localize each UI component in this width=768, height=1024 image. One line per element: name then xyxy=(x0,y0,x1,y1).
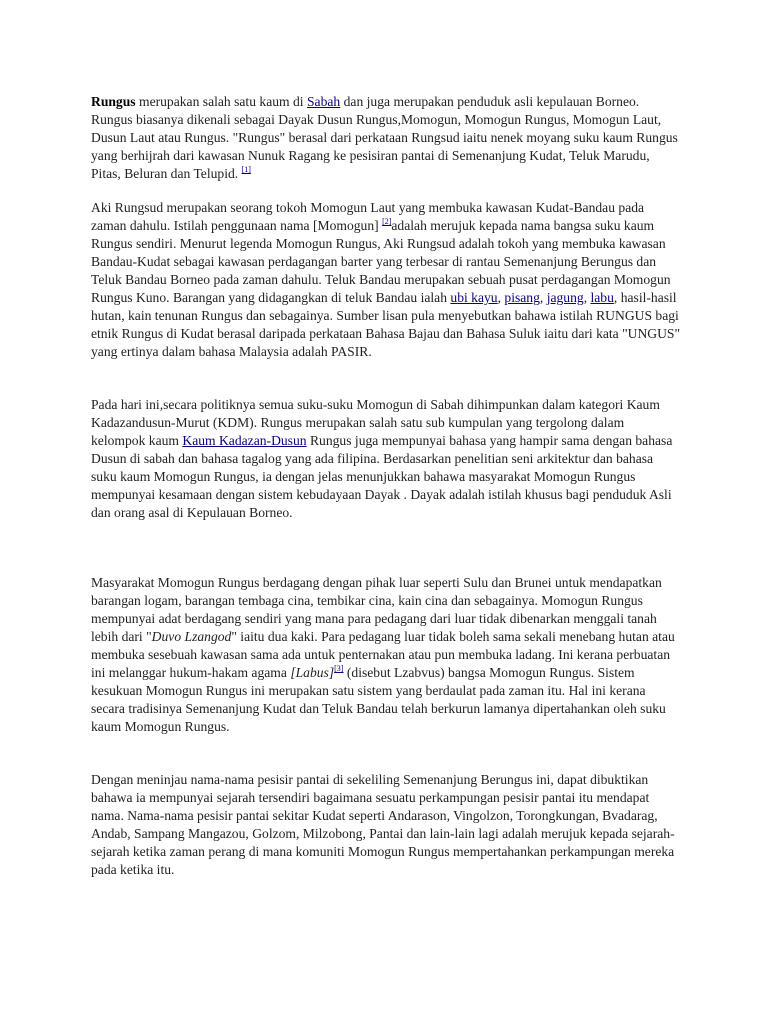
text-span: (disebut Lzabvus) bangsa Momogun Rungus. Sistem kesukuan Momogun Rungus ini merupakan satu sistem yang berdaulat pada zaman itu. Hal ini kerana secara tradisinya Semenanjung Kudat dan Teluk Bandau telah berkurun lamanya dipertahankan oleh suku kaum Momogun Rungus. xyxy=(91,665,666,734)
link-pisang[interactable]: pisang xyxy=(504,290,540,305)
ref-3-link[interactable]: [3] xyxy=(334,664,344,673)
text-span: Pada hari ini,secara politiknya semua suku-suku Momogun di Sabah dihimpunkan dalam kategori Kaum Kadazandusun-Murut (KDM). Rungus merupakan salah satu sub kumpulan yang tergolong dalam kelompok kaum xyxy=(91,397,660,448)
paragraph-trade xyxy=(91,574,681,736)
text-span: adalah merujuk kepada nama bangsa suku kaum Rungus sendiri. Menurut legenda Momogun Rungus, Aki Rungsud adalah tokoh yang membuka kawasan Bandau-Kudat sebagai kawasan perdagangan barter yang terbesar di rantau Semenanjung Berungus dan Teluk Bandau Borneo pada zaman dahulu. Teluk Bandau merupakan sebuah pusat perdagangan Momogun Rungus Kuno. Barangan yang didagangkan di teluk Bandau ialah xyxy=(91,218,671,305)
text-span: dan juga merupakan penduduk asli kepulauan Borneo. Rungus biasanya dikenali sebagai Dayak Dusun Rungus,Momogun, Momogun Rungus, Momogun Laut, Dusun Laut atau Rungus. "Rungus" berasal dari perkataan Rungsud iaitu nenek moyang suku kaum Rungus yang berhijrah dari kawasan Nunuk Ragang ke pesisiran pantai di Semenanjung Kudat, Teluk Marudu, Pitas, Beluran dan Telupid. xyxy=(91,94,678,181)
text-span: , xyxy=(583,290,591,305)
ref-2-link[interactable]: [2] xyxy=(382,217,392,226)
text-span: , xyxy=(497,290,505,305)
text-span: " iaitu dua kaki. Para pedagang luar tidak boleh sama sekali menebang hutan atau membuka sesebuah kawasan sama ada untuk penternakan atau pun membuka ladang. Ini kerana perbuatan ini melanggar hukum-hakam agama xyxy=(91,629,675,680)
ref-2[interactable] xyxy=(382,217,391,226)
text-span: Dengan meninjau nama-nama pesisir pantai di sekeliling Semenanjung Berungus ini, dapat dibuktikan bahawa ia mempunyai sejarah tersendiri bagaimana sesuatu perkampungan pesisir pantai itu mendapat nama. Nama-nama pesisir pantai sekitar Kudat seperti Andarason, Vingolzon, Torongkungan, Bvadarag, Andab, Sampang Mangazou, Golzom, Milzobong, Pantai dan lain-lain lagi adalah merujuk kepada sejarah-sejarah ketika zaman perang di mana komuniti Momogun Rungus mempertahankan perkampungan mereka pada ketika itu. xyxy=(91,772,675,877)
text-span: Rungus juga mempunyai bahasa yang hampir sama dengan bahasa Dusun di sabah dan bahasa tagalog yang ada filipina. Berdasarkan penelitian seni arkitektur dan bahasa suku kaum Momogun Rungus, ia dengan jelas menunjukkan bahawa masyarakat Momogun Rungus mempunyai kesamaan dengan sistem kebudayaan Dayak . Dayak adalah istilah khusus bagi penduduk Asli dan orang asal di Kepulauan Borneo. xyxy=(91,433,673,520)
paragraph-politics xyxy=(91,396,681,522)
text-span: , hasil-hasil hutan, kain tenunan Rungus dan sebagainya. Sumber lisan pula menyebutkan bahawa istilah RUNGUS bagi etnik Rungus di Kudat berasal daripada perkataan Bahasa Bajau dan Bahasa Suluk iaitu dari kata "UNGUS" yang ertinya dalam bahasa Malaysia adalah PASIR. xyxy=(91,290,681,359)
text-span: , xyxy=(539,290,547,305)
text-span: Aki Rungsud merupakan seorang tokoh Momogun Laut yang membuka kawasan Kudat-Bandau pada zaman dahulu. Istilah penggunaan nama [Momogun] xyxy=(91,200,645,233)
paragraph-coastal-names xyxy=(91,771,681,879)
text-span: Masyarakat Momogun Rungus berdagang dengan pihak luar seperti Sulu dan Brunei untuk mendapatkan barangan logam, barangan tembaga cina, tembikar cina, kain cina dan sebagainya. Momogun Rungus mempunyai adat berdagang sendiri yang mana para pedagang dari luar tidak dibenarkan menggali tanah lebih dari " xyxy=(91,575,662,644)
article-subject: Rungus xyxy=(91,94,136,109)
text-span: merupakan salah satu kaum di xyxy=(135,94,307,109)
link-kaum-kadazan-dusun[interactable]: Kaum Kadazan-Dusun xyxy=(182,433,307,448)
link-labu[interactable]: labu xyxy=(590,290,614,305)
paragraph-aki-rungsud xyxy=(91,199,681,361)
link-jagung[interactable]: jagung xyxy=(546,290,584,305)
ref-1-link[interactable]: [1] xyxy=(241,165,251,174)
link-sabah[interactable]: Sabah xyxy=(306,94,341,109)
paragraph-intro xyxy=(91,93,681,183)
italic-term: [Labus] xyxy=(290,665,335,680)
link-ubi-kayu[interactable]: ubi kayu xyxy=(450,290,498,305)
ref-1[interactable] xyxy=(242,165,251,174)
italic-term: Duvo Lzangod xyxy=(151,629,232,644)
